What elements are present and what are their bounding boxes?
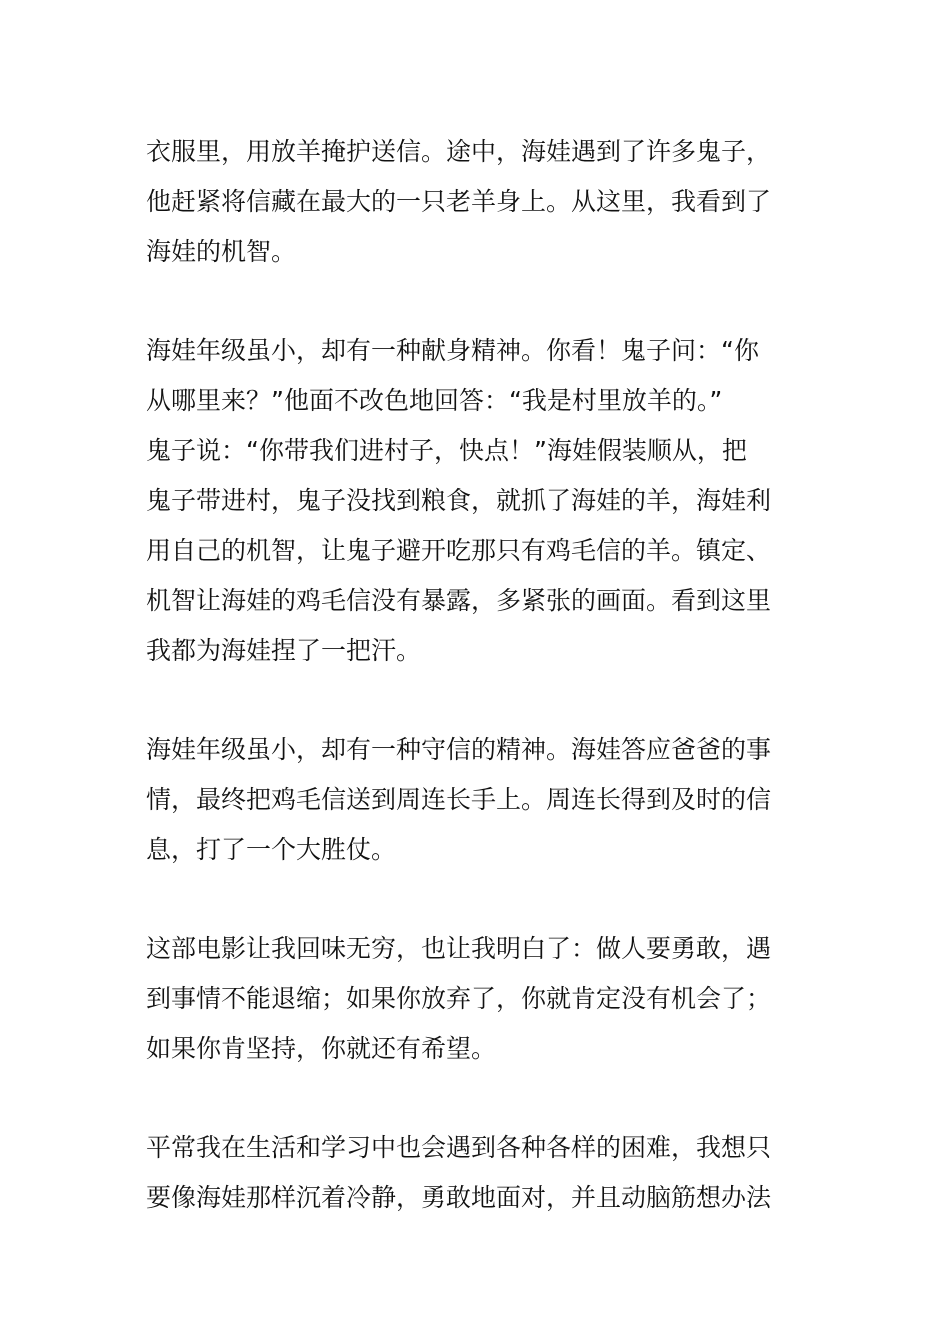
paragraph-2-line-4: 鬼子带进村，鬼子没找到粮食，就抓了海娃的羊，海娃利 — [146, 486, 772, 515]
paragraph-4-line-1: 这部电影让我回味无穷，也让我明白了：做人要勇敢，遇 — [146, 934, 772, 963]
paragraph-4-line-2: 到事情不能退缩；如果你放弃了，你就肯定没有机会了； — [146, 984, 772, 1013]
paragraph-2-line-2: 从哪里来？”他面不改色地回答：“我是村里放羊的。” — [146, 386, 723, 415]
paragraph-3-line-2: 情，最终把鸡毛信送到周连长手上。周连长得到及时的信 — [146, 785, 772, 814]
paragraph-4-line-3: 如果你肯坚持，你就还有希望。 — [146, 1034, 497, 1063]
paragraph-5-line-1: 平常我在生活和学习中也会遇到各种各样的困难，我想只 — [146, 1133, 772, 1162]
paragraph-2-line-1: 海娃年级虽小，却有一种献身精神。你看！鬼子问：“你 — [146, 336, 759, 365]
paragraph-3-line-3: 息，打了一个大胜仗。 — [146, 835, 397, 864]
paragraph-1-line-2: 他赶紧将信藏在最大的一只老羊身上。从这里，我看到了 — [146, 187, 772, 216]
paragraph-1-line-3: 海娃的机智。 — [146, 237, 297, 266]
paragraph-3-line-1: 海娃年级虽小，却有一种守信的精神。海娃答应爸爸的事 — [146, 735, 772, 764]
paragraph-2-line-3: 鬼子说：“你带我们进村子，快点！”海娃假装顺从，把 — [146, 436, 747, 465]
paragraph-2-line-5: 用自己的机智，让鬼子避开吃那只有鸡毛信的羊。镇定、 — [146, 536, 772, 565]
paragraph-5-line-2: 要像海娃那样沉着冷静，勇敢地面对，并且动脑筋想办法 — [146, 1183, 772, 1212]
paragraph-1-line-1: 衣服里，用放羊掩护送信。途中，海娃遇到了许多鬼子， — [146, 137, 772, 166]
paragraph-2-line-6: 机智让海娃的鸡毛信没有暴露，多紧张的画面。看到这里 — [146, 586, 772, 615]
paragraph-2-line-7: 我都为海娃捏了一把汗。 — [146, 636, 422, 665]
